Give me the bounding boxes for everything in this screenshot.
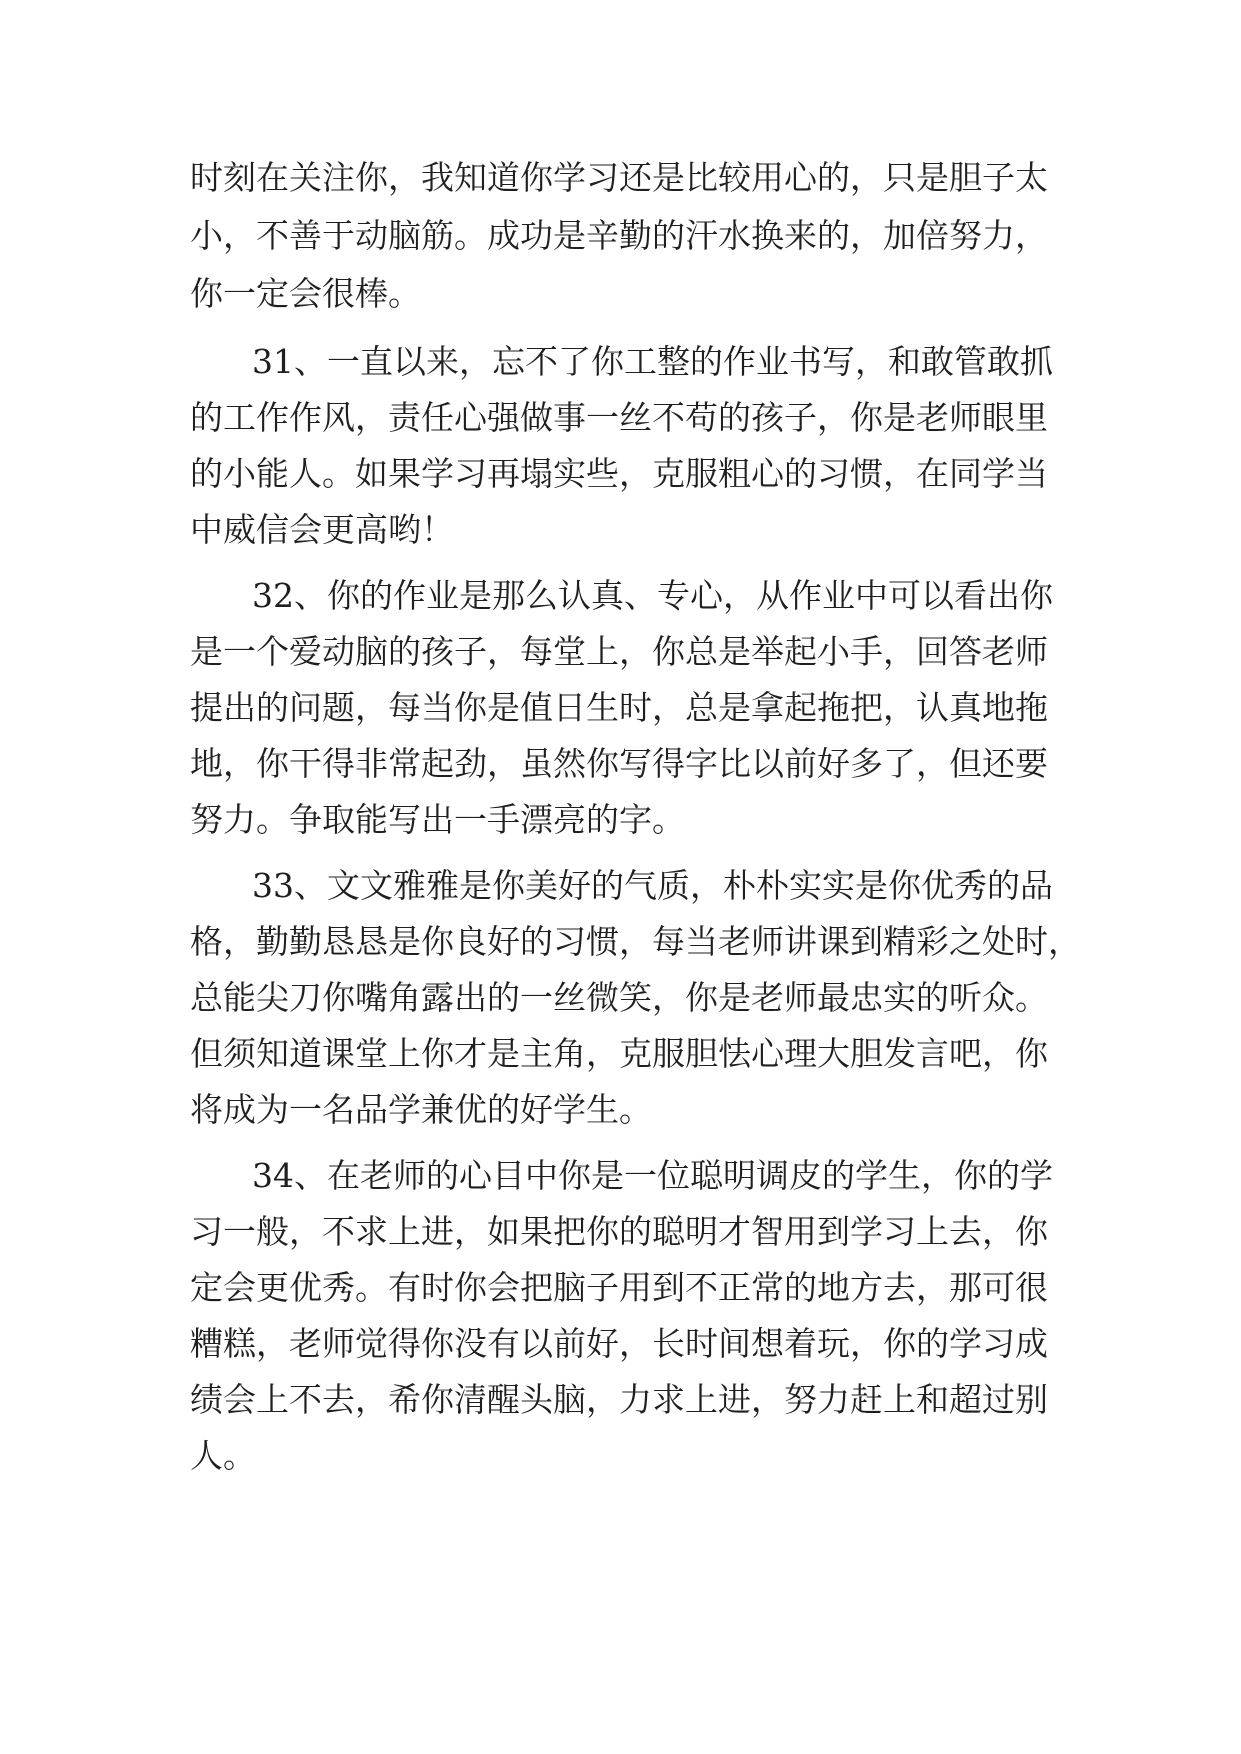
text-line: 格，勤勤恳恳是你良好的习惯，每当老师讲课到精彩之处时，	[190, 922, 1081, 961]
text-line: 人。	[190, 1436, 256, 1475]
paragraph-34-first-line: 34、在老师的心目中你是一位聪明调皮的学生，你的学	[252, 1156, 1053, 1195]
paragraph-33-first-line: 33、文文雅雅是你美好的气质，朴朴实实是你优秀的品	[252, 866, 1053, 905]
text-line: 提出的问题，每当你是值日生时，总是拿起拖把，认真地拖	[190, 688, 1048, 727]
text-line: 的工作作风，责任心强做事一丝不苟的孩子，你是老师眼里	[190, 398, 1048, 437]
text-line: 中威信会更高哟！	[190, 510, 454, 549]
text-line: 总能尖刀你嘴角露出的一丝微笑，你是老师最忠实的听众。	[190, 978, 1048, 1017]
text-line: 将成为一名品学兼优的好学生。	[190, 1090, 652, 1129]
text-line: 但须知道课堂上你才是主角，克服胆怯心理大胆发言吧，你	[190, 1034, 1048, 1073]
text-line: 你一定会很棒。	[190, 274, 421, 313]
text-line: 时刻在关注你，我知道你学习还是比较用心的，只是胆子太	[190, 158, 1048, 197]
text-line: 地，你干得非常起劲，虽然你写得字比以前好多了，但还要	[190, 744, 1048, 783]
text-line: 绩会上不去，希你清醒头脑，力求上进，努力赶上和超过别	[190, 1380, 1048, 1419]
paragraph-31-first-line: 31、一直以来，忘不了你工整的作业书写，和敢管敢抓	[252, 342, 1053, 381]
text-line: 习一般，不求上进，如果把你的聪明才智用到学习上去，你	[190, 1212, 1048, 1251]
text-line: 的小能人。如果学习再塌实些，克服粗心的习惯，在同学当	[190, 454, 1048, 493]
text-line: 定会更优秀。有时你会把脑子用到不正常的地方去，那可很	[190, 1268, 1048, 1307]
text-line: 糟糕，老师觉得你没有以前好，长时间想着玩，你的学习成	[190, 1324, 1048, 1363]
text-line: 小，不善于动脑筋。成功是辛勤的汗水换来的，加倍努力，	[190, 216, 1048, 255]
text-line: 是一个爱动脑的孩子，每堂上，你总是举起小手，回答老师	[190, 632, 1048, 671]
paragraph-32-first-line: 32、你的作业是那么认真、专心，从作业中可以看出你	[252, 576, 1053, 615]
text-line: 努力。争取能写出一手漂亮的字。	[190, 800, 685, 839]
